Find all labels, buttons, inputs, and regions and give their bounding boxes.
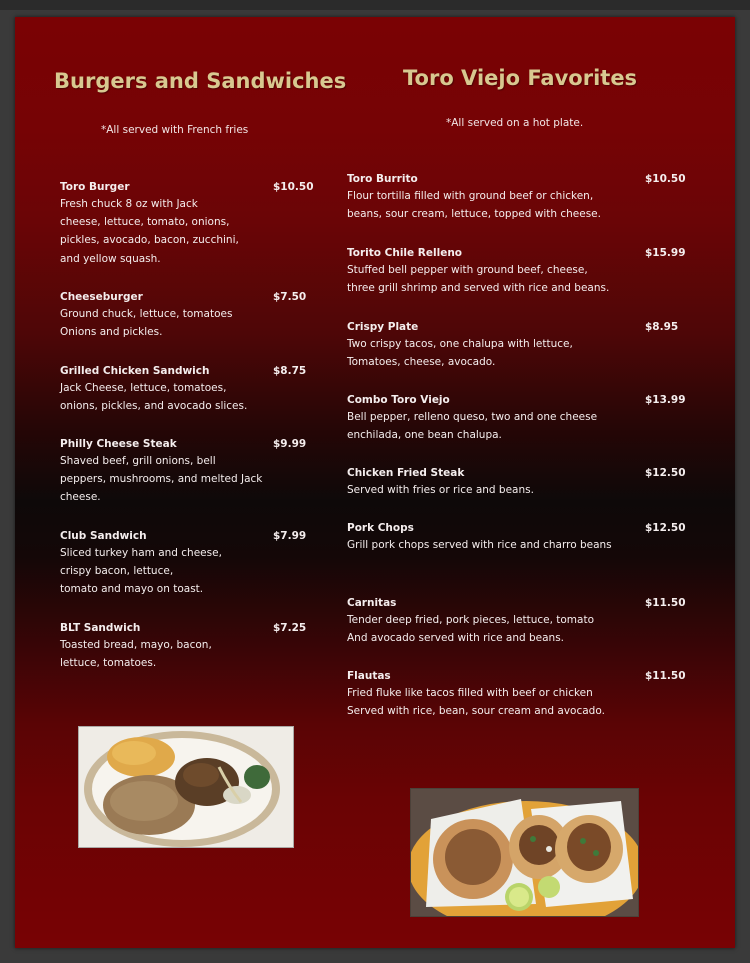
menu-item (347, 520, 686, 554)
item-price: $12.50 (645, 522, 686, 534)
section-title-favorites: Toro Viejo Favorites (403, 66, 638, 90)
menu-item (347, 245, 686, 297)
item-description: Grill pork chops served with rice and charro beans (347, 539, 612, 551)
item-name: Carnitas (347, 597, 397, 609)
item-description: Shaved beef, grill onions, bell peppers, mushrooms, and melted Jack cheese. (60, 455, 263, 504)
menu-item (347, 595, 686, 647)
menu-page (15, 17, 735, 948)
item-name: Combo Toro Viejo (347, 394, 450, 406)
item-name: BLT Sandwich (60, 622, 141, 634)
menu-item (60, 179, 314, 268)
item-name: Chicken Fried Steak (347, 467, 465, 479)
item-price: $12.50 (645, 467, 686, 479)
rice-and-beans-plate-photo (78, 726, 294, 848)
item-name: Cheeseburger (60, 291, 143, 303)
viewer-top-bar (0, 0, 750, 10)
menu-item (60, 289, 310, 341)
item-description: Fresh chuck 8 oz with Jack cheese, lettuce, tomato, onions, pickles, avocado, bacon, zucchini, and yellow squash. (60, 198, 239, 265)
section-note-favorites: *All served on a hot plate. (446, 117, 584, 129)
item-name: Flautas (347, 670, 391, 682)
menu-item (60, 363, 310, 415)
item-description: Stuffed bell pepper with ground beef, cheese, three grill shrimp and served with rice and beans. (347, 264, 610, 295)
item-description: Two crispy tacos, one chalupa with lettuce, Tomatoes, cheese, avocado. (347, 338, 573, 369)
section-note-burgers: *All served with French fries (101, 124, 249, 136)
item-price: $9.99 (273, 438, 307, 450)
item-name: Grilled Chicken Sandwich (60, 365, 210, 377)
item-description: Jack Cheese, lettuce, tomatoes, onions, pickles, and avocado slices. (60, 382, 248, 413)
item-price: $7.99 (273, 530, 307, 542)
section-title-burgers: Burgers and Sandwiches (54, 69, 347, 93)
tacos-plate-photo (410, 788, 639, 917)
item-description: Tender deep fried, pork pieces, lettuce, tomato And avocado served with rice and beans. (347, 614, 595, 645)
item-price: $7.50 (273, 291, 307, 303)
menu-item (347, 668, 686, 720)
item-price: $10.50 (645, 173, 686, 185)
item-name: Club Sandwich (60, 530, 147, 542)
item-price: $8.75 (273, 365, 307, 377)
menu-item (347, 171, 686, 223)
item-name: Pork Chops (347, 522, 414, 534)
menu-item (347, 465, 686, 499)
item-price: $7.25 (273, 622, 307, 634)
item-description: Sliced turkey ham and cheese, crispy bacon, lettuce, tomato and mayo on toast. (60, 547, 222, 596)
item-price: $10.50 (273, 181, 314, 193)
item-name: Crispy Plate (347, 321, 419, 333)
menu-item (60, 620, 310, 672)
item-description: Fried fluke like tacos filled with beef or chicken Served with rice, bean, sour cream and avocado. (347, 687, 605, 718)
menu-item (347, 392, 686, 444)
item-price: $11.50 (645, 597, 686, 609)
item-description: Served with fries or rice and beans. (347, 484, 534, 496)
item-price: $11.50 (645, 670, 686, 682)
item-price: $8.95 (645, 321, 679, 333)
item-description: Ground chuck, lettuce, tomatoes Onions and pickles. (60, 308, 233, 339)
menu-item (347, 319, 679, 371)
item-price: $15.99 (645, 247, 686, 259)
item-price: $13.99 (645, 394, 686, 406)
item-name: Philly Cheese Steak (60, 438, 177, 450)
menu-item (60, 436, 310, 507)
item-name: Toro Burger (60, 181, 130, 193)
item-description: Bell pepper, relleno queso, two and one cheese enchilada, one bean chalupa. (347, 411, 598, 442)
item-description: Flour tortilla filled with ground beef or chicken, beans, sour cream, lettuce, topped with cheese. (347, 190, 601, 221)
menu-item (60, 528, 310, 599)
item-name: Torito Chile Relleno (347, 247, 463, 259)
item-name: Toro Burrito (347, 173, 418, 185)
item-description: Toasted bread, mayo, bacon, lettuce, tomatoes. (60, 639, 212, 670)
